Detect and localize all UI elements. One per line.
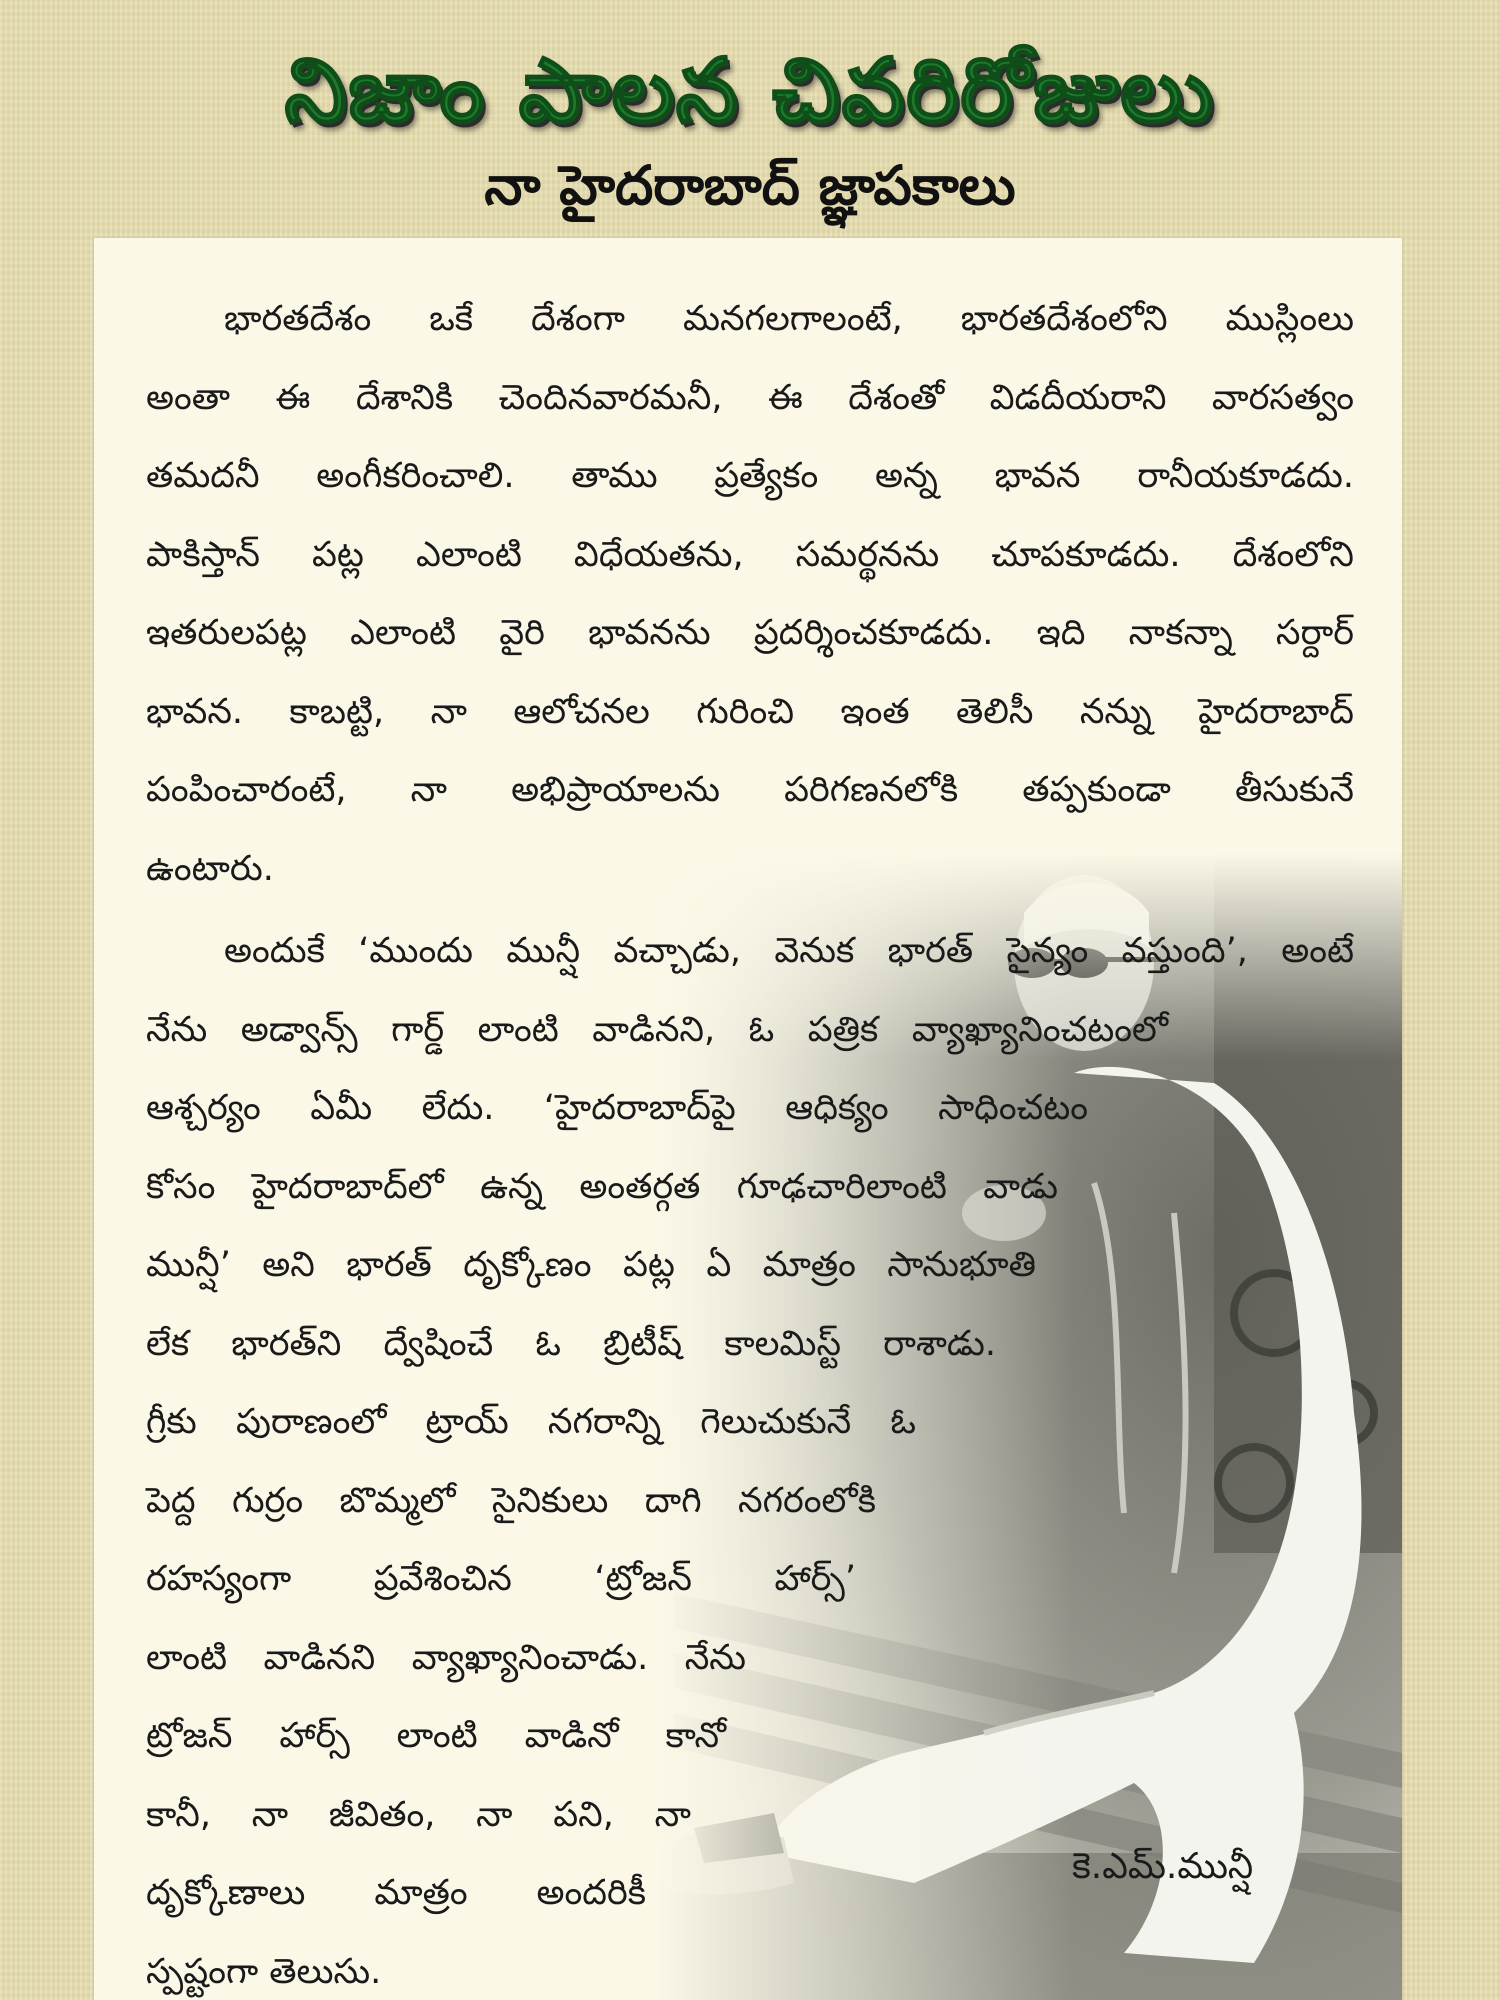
book-subtitle: నా హైదరాబాద్ జ్ఞాపకాలు xyxy=(484,154,1016,217)
text-line: పెద్ద గుర్రం బొమ్మలో సైనికులు దాగి నగరంలోకి xyxy=(146,1480,876,1521)
text-line: ట్రోజన్ హార్స్ లాంటి వాడినో కానో xyxy=(146,1716,726,1756)
text-line: నేను అడ్వాన్స్ గార్డ్ లాంటి వాడినని, ఓ పత్రిక వ్యాఖ్యానించటంలో xyxy=(146,1009,1168,1050)
text-line: స్పష్టంగా తెలుసు. xyxy=(146,1951,382,1992)
paragraph-1 xyxy=(146,280,1354,908)
text-line: కానీ, నా జీవితం, నా పని, నా xyxy=(146,1794,691,1835)
text-panel xyxy=(94,238,1402,2000)
text-line: ఉంటారు. xyxy=(146,848,274,889)
text-line: దృక్కోణాలు మాత్రం అందరికీ xyxy=(146,1873,646,1913)
text-line: కోసం హైదరాబాద్‌లో ఉన్న అంతర్గత గూఢచారిలాంటి వాడు xyxy=(146,1166,1058,1207)
text-line: ఇతరులపట్ల ఎలాంటి వైరి భావనను ప్రదర్శించకూడదు. ఇది నాకన్నా సర్దార్ xyxy=(146,613,1354,653)
text-line: ఆశ్చర్యం ఏమీ లేదు. ‘హైదరాబాద్‌పై ఆధిక్యం సాధించటం xyxy=(146,1088,1088,1128)
article-body xyxy=(146,280,1354,2000)
text-line: పంపించారంటే, నా అభిప్రాయాలను పరిగణనలోకి తప్పకుండా తీసుకునే xyxy=(146,770,1354,810)
text-line: లాంటి వాడినని వ్యాఖ్యానించాడు. నేను xyxy=(146,1637,746,1678)
text-line: మున్షీ’ అని భారత్ దృక్కోణం పట్ల ఏ మాత్రం సానుభూతి xyxy=(146,1245,1036,1285)
text-line: రహస్యంగా ప్రవేశించిన ‘ట్రోజన్ హార్స్’ xyxy=(146,1559,856,1599)
book-title: నిజాం పాలన చివరిరోజులు xyxy=(284,39,1216,142)
text-line: గ్రీకు పురాణంలో ట్రాయ్ నగరాన్ని గెలుచుకునే ఓ xyxy=(146,1402,916,1442)
text-line: తమదనీ అంగీకరించాలి. తాము ప్రత్యేకం అన్న భావన రానీయకూడదు. xyxy=(146,456,1354,496)
text-line: అంతా ఈ దేశానికి చెందినవారమనీ, ఈ దేశంతో విడదీయరాని వారసత్వం xyxy=(146,377,1354,418)
text-line: పాకిస్తాన్ పట్ల ఎలాంటి విధేయతను, సమర్థనను చూపకూడదు. దేశంలోని xyxy=(146,534,1354,575)
text-line: అందుకే ‘ముందు మున్షీ వచ్చాడు, వెనుక భారత్ సైన్యం వస్తుంది’, అంటే xyxy=(224,931,1354,971)
text-line: భావన. కాబట్టి, నా ఆలోచనల గురించి ఇంత తెలిసీ నన్ను హైదరాబాద్ xyxy=(146,691,1354,732)
text-line: భారతదేశం ఒకే దేశంగా మనగలగాలంటే, భారతదేశంలోని ముస్లింలు xyxy=(224,299,1354,339)
paragraph-2 xyxy=(146,912,1354,2000)
text-line: లేక భారత్‌ని ద్వేషించే ఓ బ్రిటీష్ కాలమిస్ట్ రాశాడు. xyxy=(146,1323,996,1364)
photo-caption: కె.ఎమ్.మున్షీ xyxy=(1072,1846,1254,1887)
